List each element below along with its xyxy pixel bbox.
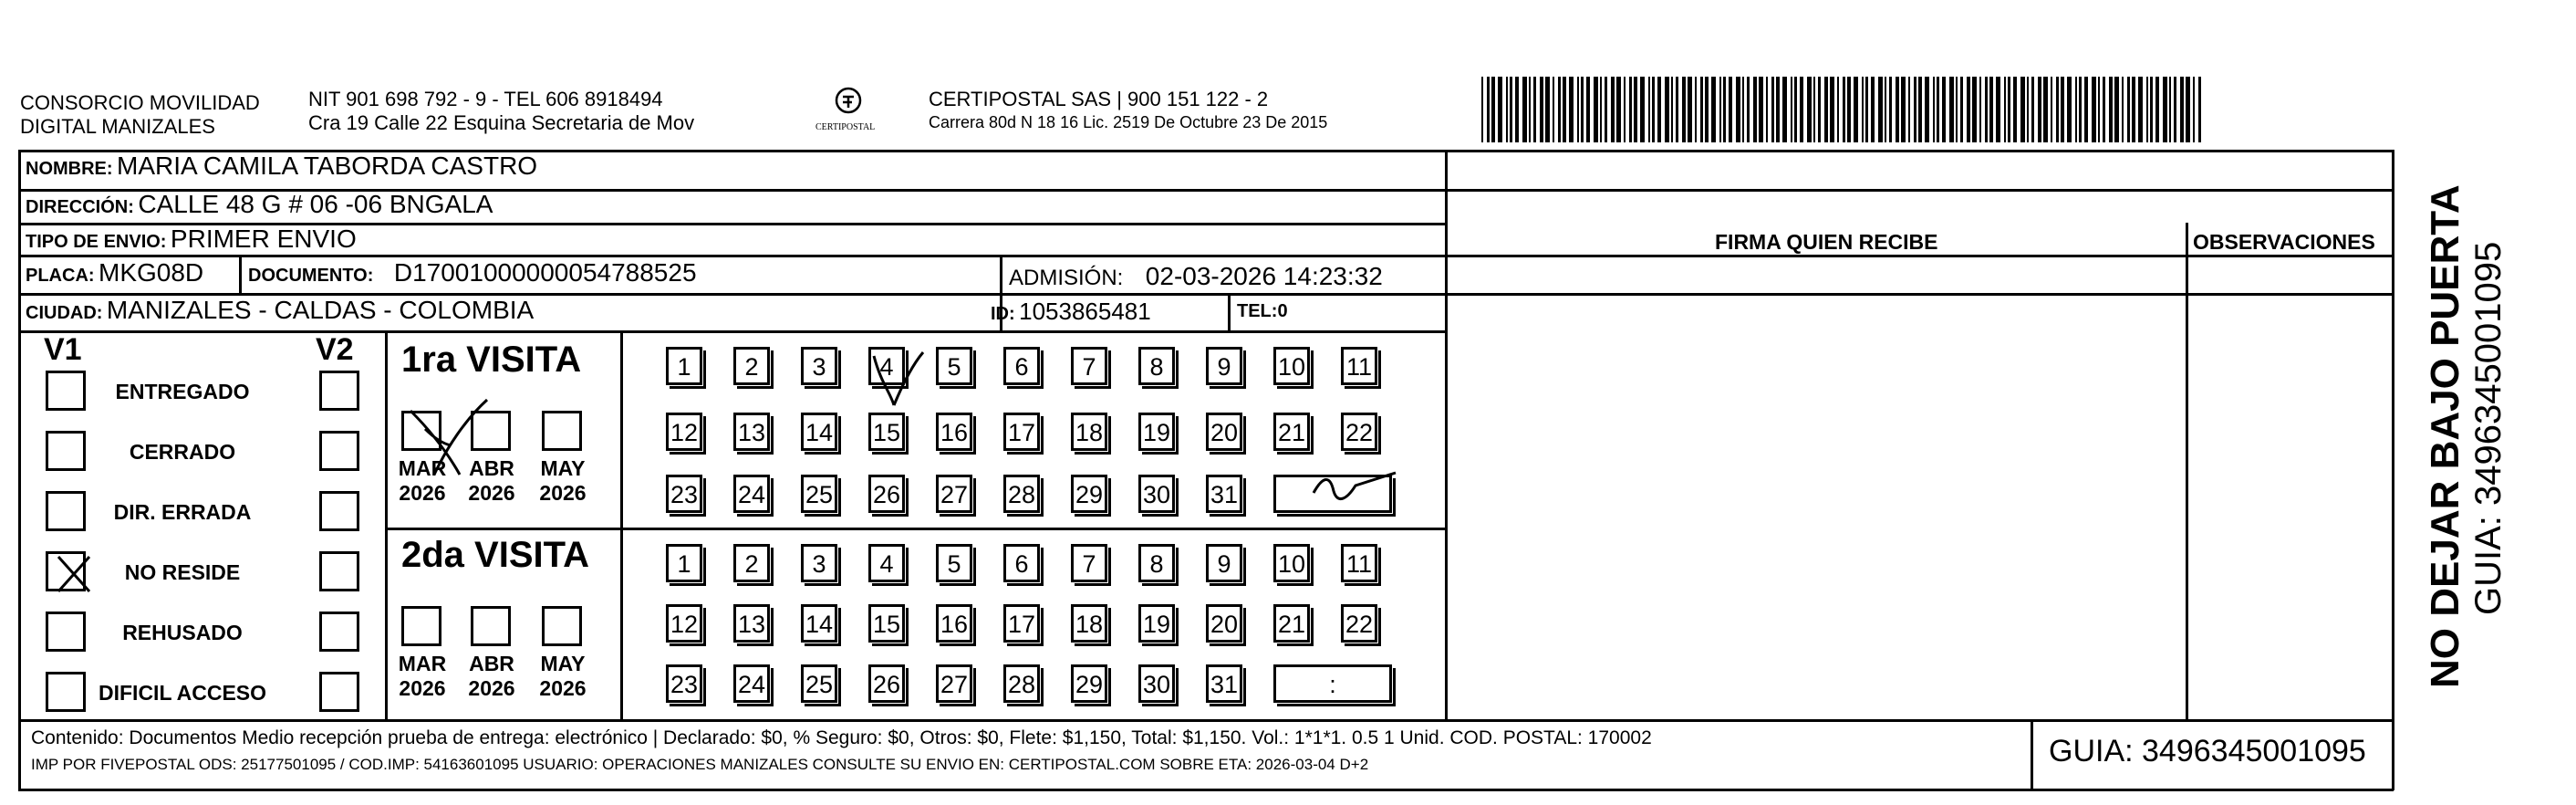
courier-address: Carrera 80d N 18 16 Lic. 2519 De Octubre 23 De 2015 xyxy=(929,113,1328,131)
barcode-bar xyxy=(1800,77,1803,142)
barcode-bar xyxy=(1925,77,1929,142)
barcode-bar xyxy=(1652,77,1655,142)
first-visit-day-28[interactable]: 28 xyxy=(1003,475,1040,513)
barcode-bar xyxy=(2150,77,2153,142)
barcode-bar xyxy=(1949,77,1954,142)
second-visit-time-box[interactable]: : xyxy=(1273,664,1392,703)
barcode-bar xyxy=(1847,77,1851,142)
barcode-bar xyxy=(1522,77,1527,142)
id-value: 1053865481 xyxy=(1019,298,1151,325)
barcode-bar xyxy=(2008,77,2010,142)
barcode-bar xyxy=(2174,77,2176,142)
second-visit-day-1[interactable]: 1 xyxy=(666,544,702,582)
tipo-envio-label: TIPO DE ENVIO: xyxy=(26,232,167,252)
company-name xyxy=(20,91,260,139)
barcode-bar xyxy=(1818,77,1821,142)
v2-checkbox-rehusado[interactable] xyxy=(319,612,359,652)
barcode-bar xyxy=(1901,77,1906,142)
contenido-text: Contenido: Documentos Medio recepción prueba de entrega: electrónico | Declarado: $0, % Seguro: $0, Otros: $0, Flete: $1,150, Total: $1,150. Vol.: 1*1*1. 0.5 1 Unid. COD. POSTAL: 170002 xyxy=(31,727,1652,748)
id-field xyxy=(991,298,1151,326)
barcode-bar xyxy=(1794,77,1797,142)
barcode-bar xyxy=(2193,77,2195,142)
first-visit-day-8[interactable]: 8 xyxy=(1138,347,1175,385)
first-visit-month-mar[interactable] xyxy=(401,411,441,451)
first-visit-day-1[interactable]: 1 xyxy=(666,347,702,385)
barcode-bar xyxy=(1586,77,1590,142)
first-visit-month-abr[interactable] xyxy=(471,411,511,451)
first-visit-day-12[interactable]: 12 xyxy=(666,413,702,451)
v2-checkbox-no-reside[interactable] xyxy=(319,551,359,591)
courier-name: CERTIPOSTAL SAS | 900 151 122 - 2 xyxy=(929,88,1269,110)
barcode-bar xyxy=(1813,77,1815,142)
barcode-bar xyxy=(1558,77,1561,142)
v2-checkbox-dir-errada[interactable] xyxy=(319,491,359,531)
first-visit-time-box[interactable] xyxy=(1273,475,1392,513)
barcode-bar xyxy=(1695,77,1697,142)
second-visit-day-31[interactable]: 31 xyxy=(1206,664,1242,703)
second-visit-day-10[interactable]: 10 xyxy=(1273,544,1310,582)
second-visit-day-22[interactable]: 22 xyxy=(1341,604,1377,643)
barcode-bar xyxy=(1510,77,1512,142)
barcode-bar xyxy=(1705,77,1709,142)
barcode-bar xyxy=(1782,77,1787,142)
barcode-bar xyxy=(2092,77,2096,142)
guia-box: GUIA: 3496345001095 xyxy=(2049,734,2366,768)
barcode-bar xyxy=(1843,77,1845,142)
imp-text: IMP POR FIVEPOSTAL ODS: 25177501095 / COD.IMP: 54163601095 USUARIO: OPERACIONES MANIZALES CONSULTE SU ENVIO EN: CERTIPOSTAL.COM SOBRE ETA: 2026-03-04 D+2 xyxy=(31,756,1369,773)
placa-field xyxy=(26,258,203,288)
month-label xyxy=(460,456,524,506)
barcode-bar xyxy=(2155,77,2159,142)
barcode-bar xyxy=(2132,77,2135,142)
second-visit-day-14[interactable]: 14 xyxy=(801,604,837,643)
month-label xyxy=(460,652,524,701)
barcode-bar xyxy=(1487,77,1490,142)
barcode-bar xyxy=(1491,77,1495,142)
barcode-bar xyxy=(1671,77,1673,142)
documento-field xyxy=(248,258,697,288)
second-visit-day-16[interactable]: 16 xyxy=(936,604,972,643)
barcode-bar xyxy=(1753,77,1757,142)
barcode-bar xyxy=(1682,77,1686,142)
barcode-bar xyxy=(2163,77,2167,142)
first-visit-day-27[interactable]: 27 xyxy=(936,475,972,513)
month-name: MAR xyxy=(398,456,447,480)
barcode-bar xyxy=(2067,77,2072,142)
barcode-bar xyxy=(1889,77,1892,142)
second-visit-day-6[interactable]: 6 xyxy=(1003,544,1040,582)
barcode-bar xyxy=(1506,77,1508,142)
barcode-bar xyxy=(1624,77,1626,142)
barcode-bar xyxy=(1918,77,1922,142)
first-visit-day-15[interactable]: 15 xyxy=(868,413,905,451)
second-visit-day-15[interactable]: 15 xyxy=(868,604,905,643)
barcode-bar xyxy=(1736,77,1740,142)
month-label xyxy=(531,652,595,701)
barcode-bar xyxy=(1605,77,1607,142)
tel-field xyxy=(1237,301,1288,322)
barcode-bar xyxy=(1723,77,1726,142)
barcode-bar xyxy=(1914,77,1916,142)
month-name: ABR xyxy=(469,652,514,675)
second-visit-day-29[interactable]: 29 xyxy=(1071,664,1107,703)
barcode-bar xyxy=(1594,77,1598,142)
first-visit-day-25[interactable]: 25 xyxy=(801,475,837,513)
v2-checkbox-dificil-acceso[interactable] xyxy=(319,672,359,712)
month-name: MAY xyxy=(540,652,586,675)
ciudad-value: MANIZALES - CALDAS - COLOMBIA xyxy=(106,296,535,324)
second-visit-month-may[interactable] xyxy=(542,606,582,646)
barcode-bar xyxy=(1830,77,1834,142)
tel-label: TEL: xyxy=(1237,301,1278,321)
barcode-bar xyxy=(2109,77,2113,142)
barcode-bar xyxy=(1759,77,1763,142)
side-text xyxy=(2397,164,2507,712)
barcode-bar xyxy=(2138,77,2143,142)
first-visit-day-7[interactable]: 7 xyxy=(1071,347,1107,385)
first-visit-day-26[interactable]: 26 xyxy=(868,475,905,513)
barcode-bar xyxy=(1600,77,1602,142)
barcode-bar xyxy=(2004,77,2006,142)
first-visit-day-23[interactable]: 23 xyxy=(666,475,702,513)
barcode-bar xyxy=(1979,77,1981,142)
v2-checkbox-cerrado[interactable] xyxy=(319,431,359,471)
direccion-label: DIRECCIÓN: xyxy=(26,197,134,217)
barcode-bar xyxy=(2169,77,2171,142)
barcode-bar xyxy=(1824,77,1828,142)
second-visit-day-17[interactable]: 17 xyxy=(1003,604,1040,643)
first-visit-day-13[interactable]: 13 xyxy=(733,413,770,451)
barcode-bar xyxy=(2186,77,2190,142)
barcode-bar xyxy=(2122,77,2124,142)
side-guia: GUIA: 3496345001095 xyxy=(2468,241,2508,615)
direccion-row xyxy=(26,190,493,219)
month-year: 2026 xyxy=(468,676,515,700)
barcode-bar xyxy=(2056,77,2059,142)
barcode-bar xyxy=(1933,77,1935,142)
tipo-envio-value: PRIMER ENVIO xyxy=(170,225,357,253)
second-visit-day-2[interactable]: 2 xyxy=(733,544,770,582)
barcode-bar xyxy=(2180,77,2184,142)
second-visit-day-4[interactable]: 4 xyxy=(868,544,905,582)
first-visit-day-31[interactable]: 31 xyxy=(1206,475,1242,513)
first-visit-day-6[interactable]: 6 xyxy=(1003,347,1040,385)
first-visit-day-11[interactable]: 11 xyxy=(1341,347,1377,385)
logo-text: CERTIPOSTAL xyxy=(815,122,876,132)
month-name: MAR xyxy=(398,652,447,675)
barcode-bar xyxy=(1854,77,1858,142)
barcode-bar xyxy=(1611,77,1615,142)
v2-label: V2 xyxy=(316,332,354,367)
barcode-bar xyxy=(1937,77,1939,142)
barcode-bar xyxy=(2146,77,2148,142)
barcode-bar xyxy=(1616,77,1621,142)
v1-checkbox-rehusado[interactable] xyxy=(46,612,86,652)
admision-field xyxy=(1009,262,1383,291)
barcode-bar xyxy=(1771,77,1774,142)
month-year: 2026 xyxy=(539,676,587,700)
barcode xyxy=(1481,77,2207,142)
first-visit-day-4[interactable]: 4 xyxy=(868,347,905,385)
barcode-bar xyxy=(1481,77,1483,142)
v1-checkbox-no-reside[interactable] xyxy=(46,551,86,591)
month-year: 2026 xyxy=(399,676,446,700)
barcode-bar xyxy=(1688,77,1692,142)
first-visit-day-21[interactable]: 21 xyxy=(1273,413,1310,451)
month-year: 2026 xyxy=(399,481,446,505)
v1-checkbox-dificil-acceso[interactable] xyxy=(46,672,86,712)
month-label xyxy=(390,456,454,506)
v2-checkbox-entregado[interactable] xyxy=(319,371,359,411)
barcode-bar xyxy=(1581,77,1584,142)
first-visit-day-24[interactable]: 24 xyxy=(733,475,770,513)
first-visit-day-18[interactable]: 18 xyxy=(1071,413,1107,451)
barcode-bar xyxy=(2051,77,2052,142)
month-year: 2026 xyxy=(468,481,515,505)
v1-checkbox-cerrado[interactable] xyxy=(46,431,86,471)
second-visit-label: 2da VISITA xyxy=(401,535,589,575)
barcode-bar xyxy=(1553,77,1554,142)
barcode-bar xyxy=(2198,77,2201,142)
barcode-bar xyxy=(1742,77,1744,142)
barcode-bar xyxy=(1985,77,1988,142)
barcode-bar xyxy=(1896,77,1899,142)
barcode-bar xyxy=(2103,77,2105,142)
first-visit-day-29[interactable]: 29 xyxy=(1071,475,1107,513)
barcode-bar xyxy=(2043,77,2048,142)
second-visit-day-18[interactable]: 18 xyxy=(1071,604,1107,643)
second-visit-day-20[interactable]: 20 xyxy=(1206,604,1242,643)
barcode-bar xyxy=(2038,77,2041,142)
barcode-bar xyxy=(1719,77,1721,142)
company-name-line1: CONSORCIO MOVILIDAD xyxy=(20,91,260,114)
second-visit-day-13[interactable]: 13 xyxy=(733,604,770,643)
first-visit-day-10[interactable]: 10 xyxy=(1273,347,1310,385)
barcode-bar xyxy=(1563,77,1566,142)
barcode-bar xyxy=(1960,77,1963,142)
company-name-line2: DIGITAL MANIZALES xyxy=(20,115,215,138)
barcode-bar xyxy=(1871,77,1875,142)
month-year: 2026 xyxy=(539,481,587,505)
barcode-bar xyxy=(1776,77,1780,142)
admision-label: ADMISIÓN: xyxy=(1009,266,1124,290)
first-visit-day-14[interactable]: 14 xyxy=(801,413,837,451)
barcode-bar xyxy=(2079,77,2082,142)
barcode-bar xyxy=(2084,77,2088,142)
second-visit-month-abr[interactable] xyxy=(471,606,511,646)
month-name: MAY xyxy=(540,456,586,480)
barcode-bar xyxy=(1676,77,1678,142)
second-visit-day-25[interactable]: 25 xyxy=(801,664,837,703)
barcode-bar xyxy=(1837,77,1839,142)
month-label xyxy=(531,456,595,506)
first-visit-day-5[interactable]: 5 xyxy=(936,347,972,385)
barcode-bar xyxy=(2027,77,2029,142)
firma-label: FIRMA QUIEN RECIBE xyxy=(1715,230,1938,254)
second-visit-day-28[interactable]: 28 xyxy=(1003,664,1040,703)
second-visit-day-24[interactable]: 24 xyxy=(733,664,770,703)
first-visit-day-16[interactable]: 16 xyxy=(936,413,972,451)
first-visit-day-22[interactable]: 22 xyxy=(1341,413,1377,451)
first-visit-day-3[interactable]: 3 xyxy=(801,347,837,385)
courier-info xyxy=(929,88,1327,133)
barcode-bar xyxy=(1569,77,1574,142)
first-visit-day-2[interactable]: 2 xyxy=(733,347,770,385)
first-visit-day-20[interactable]: 20 xyxy=(1206,413,1242,451)
barcode-bar xyxy=(1657,77,1661,142)
first-visit-month-may[interactable] xyxy=(542,411,582,451)
barcode-bar xyxy=(1878,77,1883,142)
certipostal-logo xyxy=(803,84,894,139)
barcode-bar xyxy=(1498,77,1502,142)
barcode-bar xyxy=(1577,77,1579,142)
company-address: Cra 19 Calle 22 Esquina Secretaria de Mov xyxy=(308,111,695,134)
first-visit-day-17[interactable]: 17 xyxy=(1003,413,1040,451)
v1-checkbox-entregado[interactable] xyxy=(46,371,86,411)
barcode-bar xyxy=(1747,77,1750,142)
barcode-bar xyxy=(1967,77,1970,142)
barcode-bar xyxy=(1996,77,2000,142)
barcode-bar xyxy=(1956,77,1958,142)
barcode-bar xyxy=(1729,77,1732,142)
barcode-bar xyxy=(1545,77,1550,142)
second-visit-day-19[interactable]: 19 xyxy=(1138,604,1175,643)
ciudad-field xyxy=(26,296,534,325)
second-visit-day-12[interactable]: 12 xyxy=(666,604,702,643)
barcode-bar xyxy=(1766,77,1768,142)
observaciones-label: OBSERVACIONES xyxy=(2193,230,2375,254)
barcode-bar xyxy=(2031,77,2034,142)
barcode-bar xyxy=(1711,77,1716,142)
second-visit-day-23[interactable]: 23 xyxy=(666,664,702,703)
direccion-value: CALLE 48 G # 06 -06 BNGALA xyxy=(138,190,493,218)
second-visit-day-26[interactable]: 26 xyxy=(868,664,905,703)
second-visit-day-8[interactable]: 8 xyxy=(1138,544,1175,582)
barcode-bar xyxy=(1908,77,1910,142)
company-nit: NIT 901 698 792 - 9 - TEL 606 8918494 xyxy=(308,88,663,110)
barcode-bar xyxy=(1862,77,1864,142)
barcode-bar xyxy=(2098,77,2100,142)
barcode-bar xyxy=(2061,77,2064,142)
barcode-bar xyxy=(1989,77,1993,142)
month-name: ABR xyxy=(469,456,514,480)
month-label xyxy=(390,652,454,701)
first-visit-day-30[interactable]: 30 xyxy=(1138,475,1175,513)
v1-checkbox-dir-errada[interactable] xyxy=(46,491,86,531)
tel-value: 0 xyxy=(1277,301,1288,321)
nombre-label: NOMBRE: xyxy=(26,159,113,179)
first-visit-label: 1ra VISITA xyxy=(401,340,582,380)
barcode-bar xyxy=(1791,77,1792,142)
nombre-row xyxy=(26,152,537,181)
first-visit-day-19[interactable]: 19 xyxy=(1138,413,1175,451)
barcode-bar xyxy=(1540,77,1543,142)
second-visit-day-11[interactable]: 11 xyxy=(1341,544,1377,582)
nombre-value: MARIA CAMILA TABORDA CASTRO xyxy=(117,152,538,180)
second-visit-day-9[interactable]: 9 xyxy=(1206,544,1242,582)
first-visit-day-9[interactable]: 9 xyxy=(1206,347,1242,385)
second-visit-day-7[interactable]: 7 xyxy=(1071,544,1107,582)
second-visit-day-30[interactable]: 30 xyxy=(1138,664,1175,703)
no-dejar-bajo-puerta: NO DEJAR BAJO PUERTA xyxy=(2423,184,2467,688)
barcode-bar xyxy=(2114,77,2119,142)
id-label: ID: xyxy=(991,304,1015,324)
barcode-bar xyxy=(2075,77,2077,142)
tipo-envio-row xyxy=(26,225,357,254)
documento-value: D17001000000054788525 xyxy=(393,258,697,287)
ciudad-label: CIUDAD: xyxy=(26,303,103,323)
barcode-bar xyxy=(1807,77,1812,142)
barcode-bar xyxy=(1533,77,1536,142)
second-visit-month-mar[interactable] xyxy=(401,606,441,646)
barcode-bar xyxy=(1942,77,1946,142)
barcode-bar xyxy=(1640,77,1645,142)
barcode-bar xyxy=(1700,77,1703,142)
second-visit-day-27[interactable]: 27 xyxy=(936,664,972,703)
v1-label: V1 xyxy=(44,332,82,367)
second-visit-day-3[interactable]: 3 xyxy=(801,544,837,582)
barcode-bar xyxy=(1529,77,1531,142)
barcode-bar xyxy=(2020,77,2025,142)
documento-label: DOCUMENTO: xyxy=(248,266,374,286)
barcode-bar xyxy=(2127,77,2130,142)
admision-value: 02-03-2026 14:23:32 xyxy=(1145,262,1383,290)
second-visit-day-21[interactable]: 21 xyxy=(1273,604,1310,643)
barcode-bar xyxy=(1634,77,1637,142)
barcode-bar xyxy=(1629,77,1632,142)
barcode-bar xyxy=(1648,77,1650,142)
barcode-bar xyxy=(1515,77,1519,142)
barcode-bar xyxy=(1665,77,1669,142)
placa-label: PLACA: xyxy=(26,266,95,286)
second-visit-day-5[interactable]: 5 xyxy=(936,544,972,582)
barcode-bar xyxy=(1865,77,1868,142)
company-info xyxy=(308,88,694,135)
barcode-bar xyxy=(1885,77,1886,142)
placa-value: MKG08D xyxy=(99,258,204,287)
barcode-bar xyxy=(1972,77,1977,142)
barcode-bar xyxy=(2013,77,2017,142)
